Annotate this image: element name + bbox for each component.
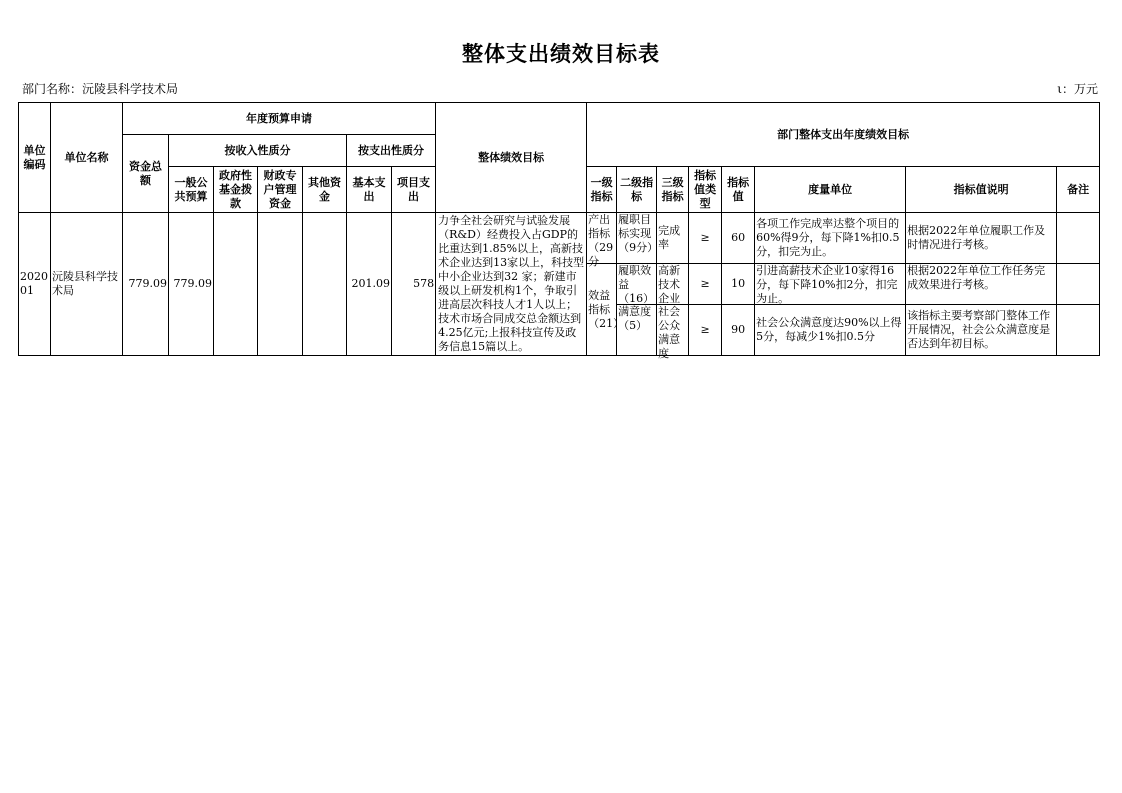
header-by-income: 按收入性质分 <box>169 135 347 167</box>
header-indicator-desc: 指标值说明 <box>906 167 1057 213</box>
header-level2: 二级指标 <box>617 167 657 213</box>
currency-unit: ι：万元 <box>1057 82 1098 96</box>
indicator-level3: 社会公众满意度 <box>657 305 689 356</box>
header-total-funds: 资金总额 <box>123 135 169 213</box>
header-gov-fund: 政府性基金拨款 <box>214 167 258 213</box>
cell-other-funds <box>303 213 347 356</box>
header-general-public-budget: 一般公共预算 <box>169 167 214 213</box>
performance-table <box>18 102 1100 360</box>
cell-basic-expenditure: 201.09 <box>347 213 392 356</box>
indicator-type: ≥ <box>689 305 722 356</box>
indicator-desc: 根据2022年单位履职工作及时情况进行考核。 <box>906 213 1057 264</box>
indicator-type: ≥ <box>689 213 722 264</box>
indicator-desc: 根据2022年单位工作任务完成效果进行考核。 <box>906 264 1057 305</box>
header-level1: 一级指标 <box>587 167 617 213</box>
header-indicator-type: 指标值类型 <box>689 167 722 213</box>
header-unit-name: 单位名称 <box>51 103 123 213</box>
indicator-measure: 引进高薪技术企业10家得16分，每下降10%扣2分，扣完为止。 <box>755 264 906 305</box>
department-name: 部门名称：沅陵县科学技术局 <box>22 82 179 96</box>
indicator-level2: 履职效益（16） <box>617 264 657 305</box>
indicator-value: 90 <box>722 305 755 356</box>
indicator-level2: 满意度（5） <box>617 305 657 356</box>
indicator-type: ≥ <box>689 264 722 305</box>
header-other-funds: 其他资金 <box>303 167 347 213</box>
header-fiscal-account: 财政专户管理资金 <box>258 167 303 213</box>
cell-total-funds: 779.09 <box>123 213 169 356</box>
indicator-remark <box>1057 264 1100 305</box>
cell-overall-goal: 力争全社会研究与试验发展（R&D）经费投入占GDP的比重达到1.85%以上，高新技术企业达到13家以上，科技型中小企业达到32 家；新建市级以上研发机构1个，争取引进高层次科技人才1人以上；技术市场合同成交总金额达到4.25亿元;上报科技宣传及政务信息15篇以上。 <box>436 213 587 356</box>
header-level3: 三级指标 <box>657 167 689 213</box>
cell-gov-fund <box>214 213 258 356</box>
indicator-level2: 履职目标实现（9分） <box>617 213 657 264</box>
header-unit-code: 单位编码 <box>19 103 51 213</box>
cell-general-public-budget: 779.09 <box>169 213 214 356</box>
indicator-value: 60 <box>722 213 755 264</box>
indicator-measure: 各项工作完成率达整个项目的60%得9分，每下降1%扣0.5分，扣完为止。 <box>755 213 906 264</box>
header-measure-unit: 度量单位 <box>755 167 906 213</box>
header-basic-expenditure: 基本支出 <box>347 167 392 213</box>
header-project-expenditure: 项目支出 <box>392 167 436 213</box>
indicator-level1: 效益指标（21） <box>587 264 617 356</box>
indicator-level3: 高新技术企业 <box>657 264 689 305</box>
indicator-remark <box>1057 213 1100 264</box>
indicator-level3: 完成率 <box>657 213 689 264</box>
header-remarks: 备注 <box>1057 167 1100 213</box>
indicator-remark <box>1057 305 1100 356</box>
page-title: 整体支出绩效目标表 <box>462 42 660 66</box>
header-dept-goal: 部门整体支出年度绩效目标 <box>587 103 1100 167</box>
cell-unit-code: 202001 <box>19 213 51 356</box>
header-annual-budget: 年度预算申请 <box>123 103 436 135</box>
header-overall-goal: 整体绩效目标 <box>436 103 587 213</box>
indicator-desc: 该指标主要考察部门整体工作开展情况，社会公众满意度是否达到年初目标。 <box>906 305 1057 356</box>
indicator-measure: 社会公众满意度达90%以上得5分，每减少1%扣0.5分 <box>755 305 906 356</box>
header-by-expenditure: 按支出性质分 <box>347 135 436 167</box>
cell-project-expenditure: 578 <box>392 213 436 356</box>
header-indicator-value: 指标值 <box>722 167 755 213</box>
cell-unit-name: 沅陵县科学技术局 <box>51 213 123 356</box>
indicator-level1: 产出指标（29分 <box>587 213 617 264</box>
cell-fiscal-account <box>258 213 303 356</box>
indicator-value: 10 <box>722 264 755 305</box>
